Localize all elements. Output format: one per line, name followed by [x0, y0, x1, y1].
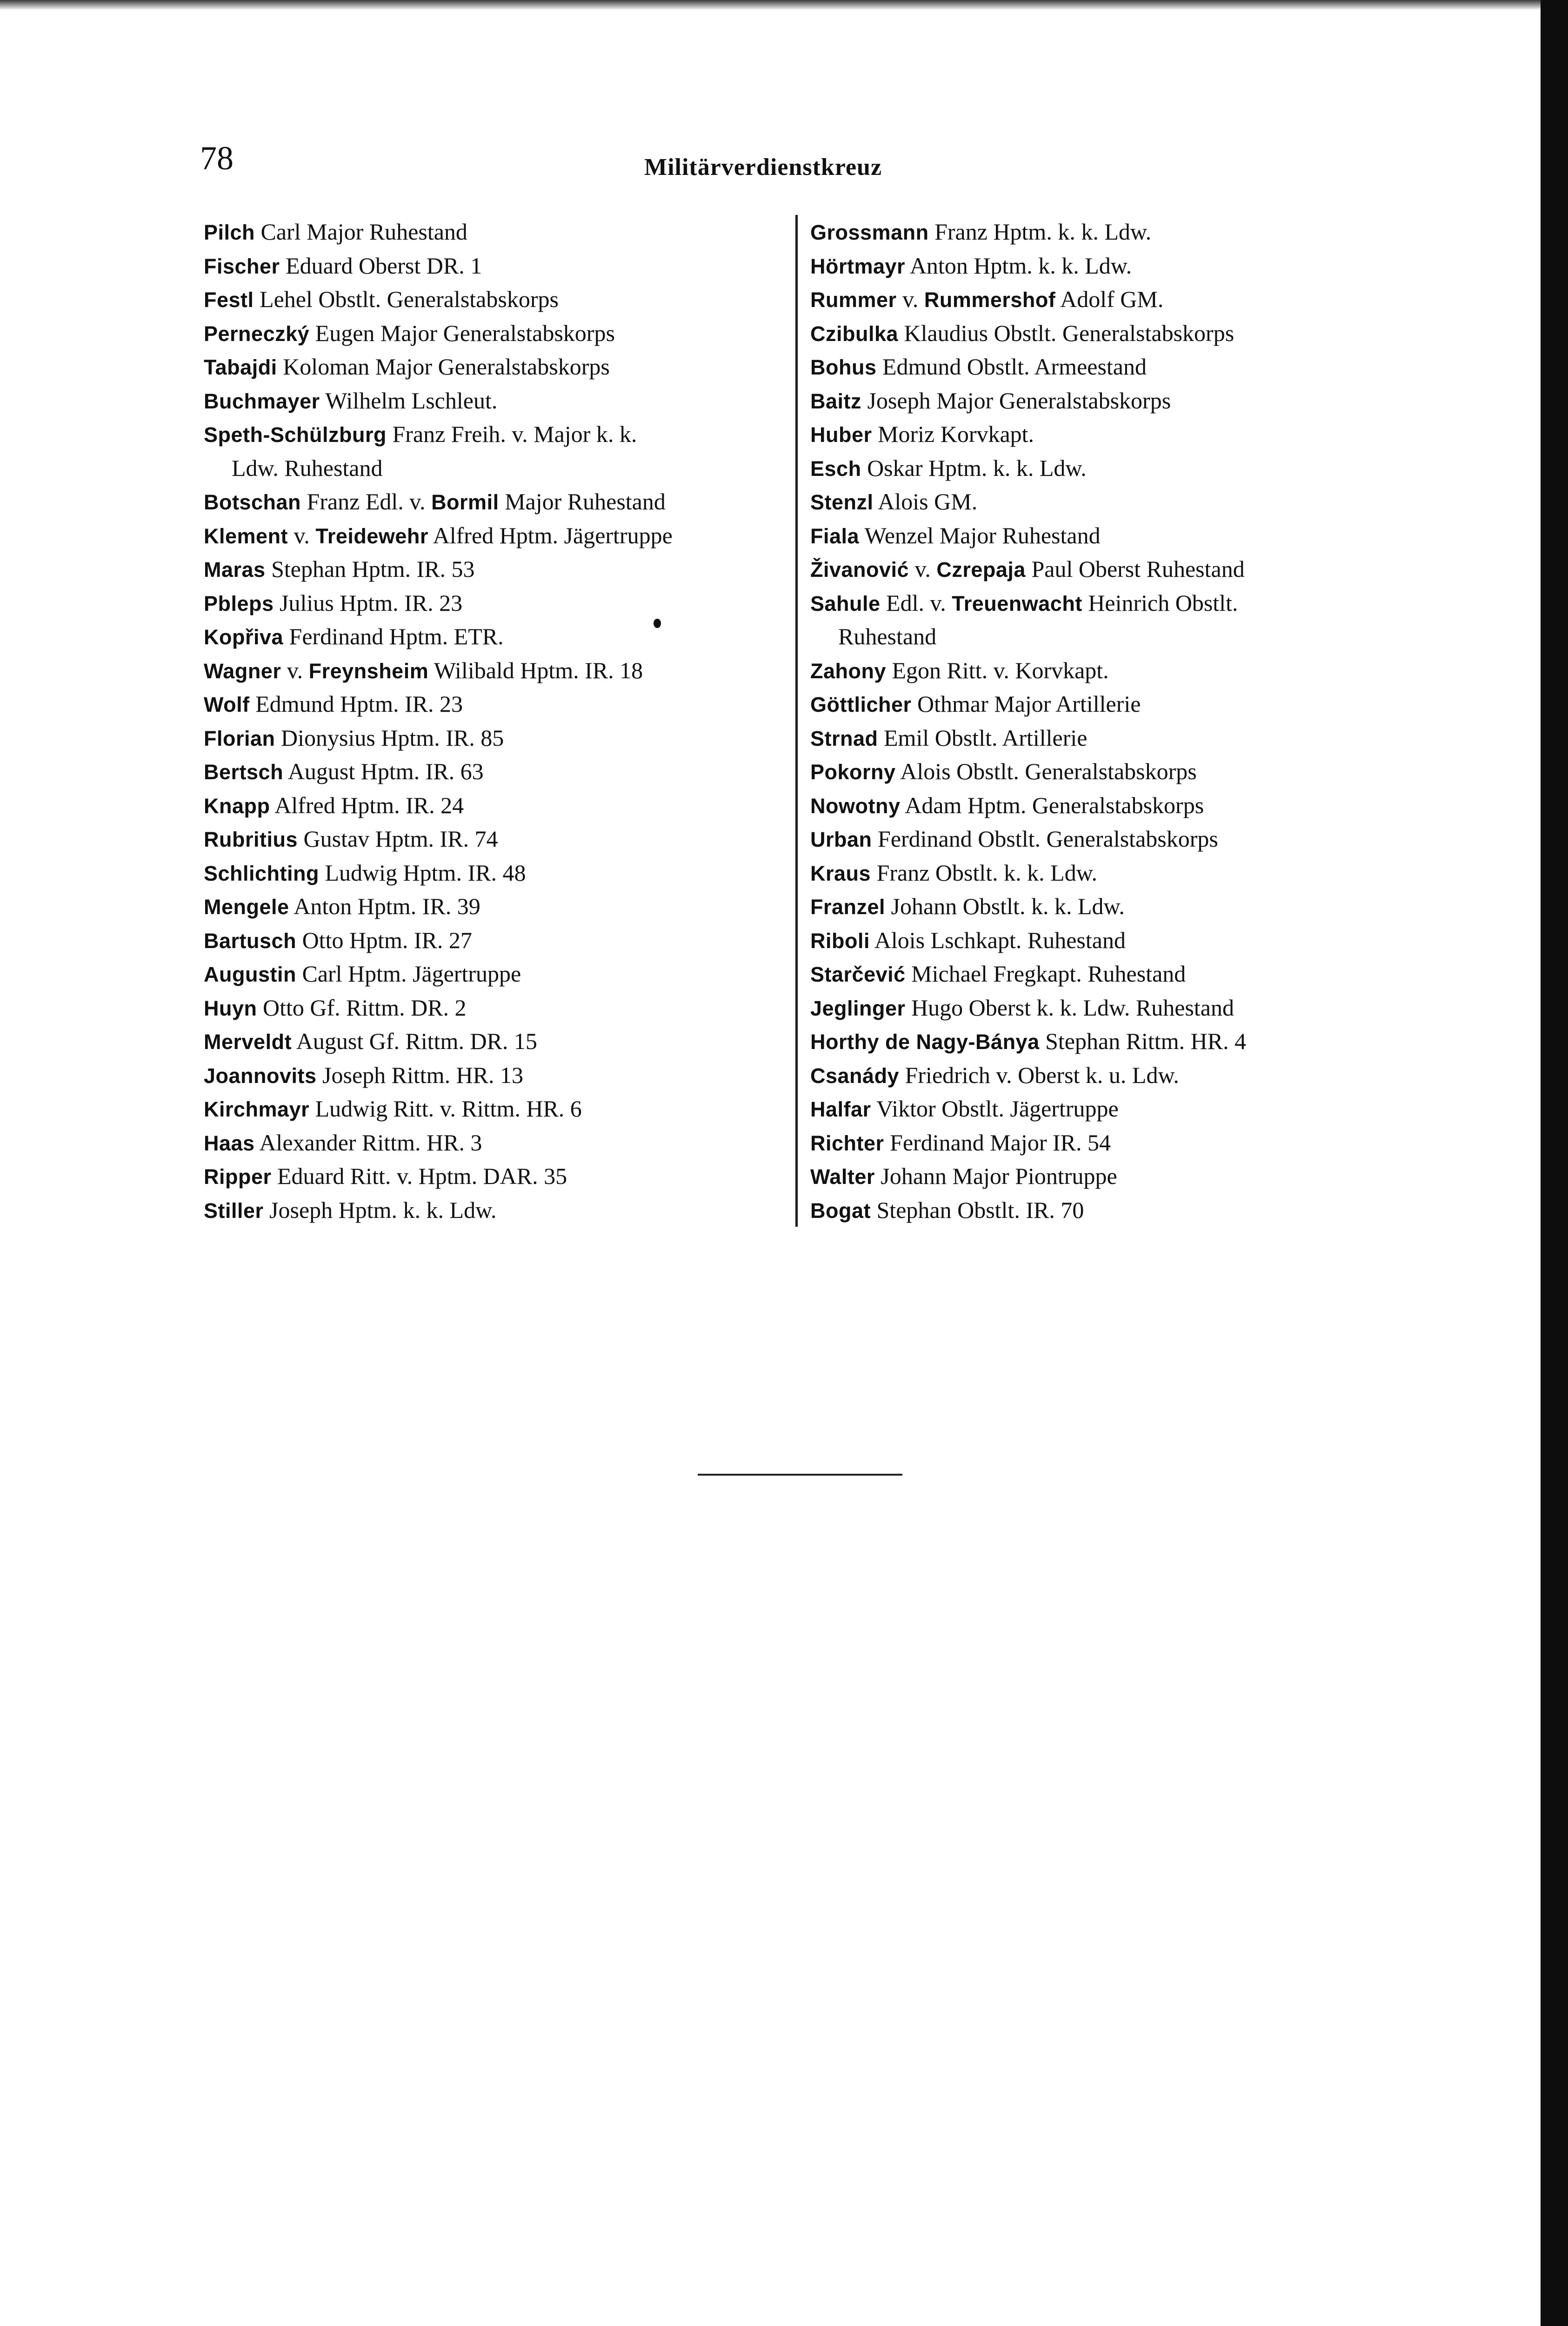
list-item [204, 620, 792, 654]
list-item [810, 249, 1401, 283]
list-item [810, 923, 1401, 957]
ink-speck [654, 619, 661, 628]
entry-surname: Starčević [810, 962, 906, 986]
entry-details: Eduard Oberst DR. 1 [286, 252, 482, 279]
entry-details: Anton Hptm. k. k. Ldw. [909, 252, 1132, 279]
entry-surname: Stenzl [810, 490, 874, 514]
entry-surname: Huyn [204, 996, 257, 1020]
right-column [810, 215, 1401, 1227]
entry-details: Friedrich v. Oberst k. u. Ldw. [905, 1062, 1179, 1088]
entry-surname: Kirchmayr [204, 1097, 310, 1121]
entry-details: Heinrich Obstlt. [1088, 589, 1238, 616]
entry-surname: Botschan [204, 490, 301, 514]
entry-details: Othmar Major Artillerie [917, 691, 1141, 717]
entry-surname: Kopřiva [204, 625, 284, 649]
entry-details: v. [294, 522, 310, 548]
entry-surname: Joannovits [204, 1063, 317, 1088]
entry-surname: Augustin [204, 962, 296, 986]
entry-surname: Mengele [204, 895, 289, 919]
entry-surname: Franzel [810, 895, 886, 919]
list-item [810, 957, 1401, 991]
entry-details: Julius Hptm. IR. 23 [280, 589, 463, 616]
entry-surname: Bohus [810, 355, 877, 379]
list-item [204, 1159, 792, 1193]
list-item [810, 350, 1401, 384]
entry-details: Koloman Major Generalstabskorps [283, 354, 610, 380]
list-item [204, 1126, 792, 1160]
entry-details: v. [287, 657, 303, 683]
entry-surname: Knapp [204, 794, 270, 818]
entry-details: Klaudius Obstlt. Generalstabskorps [904, 320, 1234, 346]
entry-details: Edmund Obstlt. Armeestand [882, 354, 1147, 380]
entry-details: Otto Gf. Rittm. DR. 2 [263, 994, 467, 1021]
list-item [810, 316, 1401, 350]
entry-details: Franz Freih. v. Major k. k. [392, 421, 637, 447]
entry-details: Wenzel Major Ruhestand [864, 522, 1101, 548]
list-item [204, 721, 792, 755]
entry-surname: Czibulka [810, 321, 899, 346]
entry-surname: Bormil [431, 490, 499, 514]
list-item [204, 552, 792, 586]
list-item [204, 417, 792, 451]
list-item [204, 485, 792, 519]
entry-details: v. [902, 286, 919, 312]
entry-surname: Buchmayer [204, 389, 320, 413]
entry-details: Johann Major Piontruppe [881, 1163, 1117, 1189]
list-item [810, 1058, 1401, 1092]
entry-surname: Richter [810, 1131, 884, 1155]
entry-details: August Hptm. IR. 63 [287, 758, 484, 784]
list-item [204, 586, 792, 620]
entry-details: Carl Hptm. Jägertruppe [302, 961, 521, 987]
entry-details: Eugen Major Generalstabskorps [315, 320, 615, 346]
entry-surname: Walter [810, 1165, 875, 1189]
entry-surname: Wolf [204, 693, 250, 716]
entry-details: Paul Oberst Ruhestand [1031, 556, 1245, 582]
list-item [810, 889, 1401, 923]
entry-details: Alfred Hptm. IR. 24 [274, 792, 464, 818]
entry-surname: Freynsheim [308, 659, 429, 683]
entry-details: Franz Edl. v. [307, 488, 426, 515]
entry-details: Ferdinand Obstlt. Generalstabskorps [878, 826, 1218, 852]
entry-details: Franz Obstlt. k. k. Ldw. [876, 859, 1098, 886]
entry-surname: Huber [810, 423, 872, 447]
entry-surname: Perneczký [204, 321, 310, 346]
entry-surname: Speth-Schülzburg [204, 423, 387, 447]
entry-details: Carl Major Ruhestand [260, 219, 467, 245]
entry-details: Alexander Rittm. HR. 3 [259, 1129, 482, 1156]
list-item [204, 687, 792, 721]
entry-details: Adam Hptm. Generalstabskorps [905, 792, 1204, 818]
entry-surname: Stiller [204, 1198, 264, 1223]
list-item [810, 552, 1401, 586]
entry-details: August Gf. Rittm. DR. 15 [296, 1028, 537, 1054]
entry-surname: Rummershof [924, 288, 1056, 312]
entry-surname: Rubritius [204, 828, 298, 851]
list-item [204, 249, 792, 283]
entry-surname: Fischer [204, 254, 280, 278]
list-item [204, 755, 792, 789]
list-item [810, 721, 1401, 755]
list-item [204, 1092, 792, 1126]
list-item [204, 316, 792, 350]
list-item [810, 586, 1401, 620]
entry-details: Otto Hptm. IR. 27 [302, 927, 472, 953]
list-item [810, 856, 1401, 890]
entry-surname: Nowotny [810, 794, 901, 818]
entry-details: Alois GM. [878, 488, 978, 515]
list-item [204, 519, 792, 553]
entry-details: Stephan Rittm. HR. 4 [1045, 1028, 1247, 1054]
entry-details: Ruhestand [838, 623, 937, 649]
entry-details: v. [914, 556, 931, 582]
entry-surname: Živanović [810, 558, 909, 582]
column-divider [795, 215, 798, 1227]
entry-surname: Bartusch [204, 929, 297, 953]
entry-surname: Treuenwacht [952, 591, 1082, 615]
entry-details: Joseph Major Generalstabskorps [867, 387, 1171, 414]
list-item [810, 755, 1401, 789]
entry-details: Ldw. Ruhestand [232, 455, 383, 481]
list-item [810, 654, 1401, 688]
list-item [204, 654, 792, 688]
list-item [204, 1024, 792, 1058]
entry-surname: Schlichting [204, 861, 320, 885]
list-item [204, 991, 792, 1025]
list-item [810, 519, 1401, 553]
running-head: Militärverdienstkreuz [644, 154, 882, 180]
entry-surname: Rummer [810, 288, 897, 312]
list-item [810, 789, 1401, 822]
entry-surname: Baitz [810, 389, 862, 413]
entry-details: Anton Hptm. IR. 39 [294, 893, 480, 919]
entry-details: Ludwig Hptm. IR. 48 [325, 859, 526, 886]
list-item [204, 350, 792, 384]
list-item [204, 384, 792, 418]
list-item [810, 1159, 1401, 1193]
list-item [204, 282, 792, 316]
entry-details: Wilibald Hptm. IR. 18 [434, 657, 643, 683]
entry-surname: Grossmann [810, 221, 929, 244]
list-item [810, 384, 1401, 418]
list-item [204, 889, 792, 923]
entry-surname: Pilch [204, 221, 255, 244]
list-item [810, 417, 1401, 451]
entry-surname: Esch [810, 456, 861, 481]
entry-details: Ferdinand Major IR. 54 [890, 1129, 1111, 1156]
left-column [204, 215, 792, 1227]
list-item [810, 991, 1401, 1025]
section-end-rule [698, 1474, 902, 1476]
entry-details: Moriz Korvkapt. [878, 421, 1034, 447]
entry-details: Dionysius Hptm. IR. 85 [281, 724, 504, 751]
list-item [810, 687, 1401, 721]
entry-details: Major Ruhestand [505, 488, 666, 515]
list-item [810, 282, 1401, 316]
entry-surname: Urban [810, 828, 872, 851]
list-item [204, 957, 792, 991]
entry-details: Lehel Obstlt. Generalstabskorps [260, 286, 559, 312]
entry-surname: Florian [204, 726, 275, 750]
entry-details: Stephan Obstlt. IR. 70 [876, 1196, 1084, 1223]
list-item [204, 1193, 792, 1227]
list-item [204, 789, 792, 822]
entry-surname: Zahony [810, 659, 887, 683]
entry-details: Alois Obstlt. Generalstabskorps [900, 758, 1197, 784]
entry-surname: Tabajdi [204, 355, 277, 379]
list-item [810, 822, 1401, 856]
page-number: 78 [200, 140, 234, 177]
entry-surname: Göttlicher [810, 693, 912, 716]
entry-details: Stephan Hptm. IR. 53 [271, 556, 475, 582]
entry-surname: Riboli [810, 929, 870, 953]
entry-surname: Treidewehr [315, 524, 428, 548]
entry-surname: Pokorny [810, 760, 896, 784]
entry-details: Edl. v. [886, 589, 946, 616]
list-item [204, 1058, 792, 1092]
entry-details: Emil Obstlt. Artillerie [884, 724, 1088, 751]
entry-details: Joseph Rittm. HR. 13 [322, 1062, 524, 1088]
entry-details: Wilhelm Lschleut. [325, 387, 498, 414]
list-item [810, 485, 1401, 519]
entry-surname: Halfar [810, 1097, 871, 1121]
entry-details: Oskar Hptm. k. k. Ldw. [867, 455, 1087, 481]
entry-surname: Pbleps [204, 591, 274, 615]
entry-details: Joseph Hptm. k. k. Ldw. [269, 1196, 497, 1223]
list-item [810, 620, 1401, 654]
entry-surname: Kraus [810, 861, 871, 885]
entry-surname: Merveldt [204, 1030, 292, 1054]
list-item [204, 451, 792, 485]
entry-surname: Csanády [810, 1063, 900, 1088]
entry-details: Adolf GM. [1060, 286, 1164, 312]
page-edge-scan-border [1541, 0, 1568, 2326]
entry-surname: Bogat [810, 1198, 871, 1223]
entry-details: Franz Hptm. k. k. Ldw. [934, 219, 1152, 245]
entry-details: Hugo Oberst k. k. Ldw. Ruhestand [911, 994, 1234, 1021]
list-item [204, 822, 792, 856]
entry-details: Alfred Hptm. Jägertruppe [433, 522, 673, 548]
entry-surname: Ripper [204, 1165, 272, 1189]
list-item [204, 215, 792, 249]
entry-details: Michael Fregkapt. Ruhestand [911, 961, 1186, 987]
entry-surname: Haas [204, 1131, 255, 1155]
page-top-shadow [0, 0, 1568, 10]
entry-details: Ludwig Ritt. v. Rittm. HR. 6 [315, 1096, 582, 1122]
entry-surname: Klement [204, 524, 288, 548]
entry-surname: Fiala [810, 524, 860, 548]
entry-surname: Horthy de Nagy-Bánya [810, 1030, 1040, 1054]
entry-details: Gustav Hptm. IR. 74 [303, 826, 498, 852]
entry-surname: Sahule [810, 591, 881, 615]
entry-details: Viktor Obstlt. Jägertruppe [876, 1096, 1119, 1122]
list-item [204, 923, 792, 957]
list-item [810, 1193, 1401, 1227]
entry-details: Ferdinand Hptm. ETR. [289, 623, 504, 649]
entry-details: Edmund Hptm. IR. 23 [255, 691, 463, 717]
entry-details: Eduard Ritt. v. Hptm. DAR. 35 [277, 1163, 567, 1189]
entry-surname: Bertsch [204, 760, 284, 784]
list-item [810, 1126, 1401, 1160]
entry-surname: Maras [204, 558, 266, 582]
list-item [810, 1092, 1401, 1126]
list-item [204, 856, 792, 890]
entry-details: Johann Obstlt. k. k. Ldw. [891, 893, 1125, 919]
list-item [810, 451, 1401, 485]
list-item [810, 215, 1401, 249]
entry-surname: Strnad [810, 726, 878, 750]
list-item [810, 1024, 1401, 1058]
entry-details: Alois Lschkapt. Ruhestand [874, 927, 1126, 953]
entry-surname: Hörtmayr [810, 254, 906, 278]
entry-surname: Jeglinger [810, 996, 906, 1020]
entry-surname: Czrepaja [936, 558, 1026, 582]
entry-surname: Wagner [204, 659, 281, 683]
entry-details: Egon Ritt. v. Korvkapt. [892, 657, 1109, 683]
entry-surname: Festl [204, 288, 254, 312]
